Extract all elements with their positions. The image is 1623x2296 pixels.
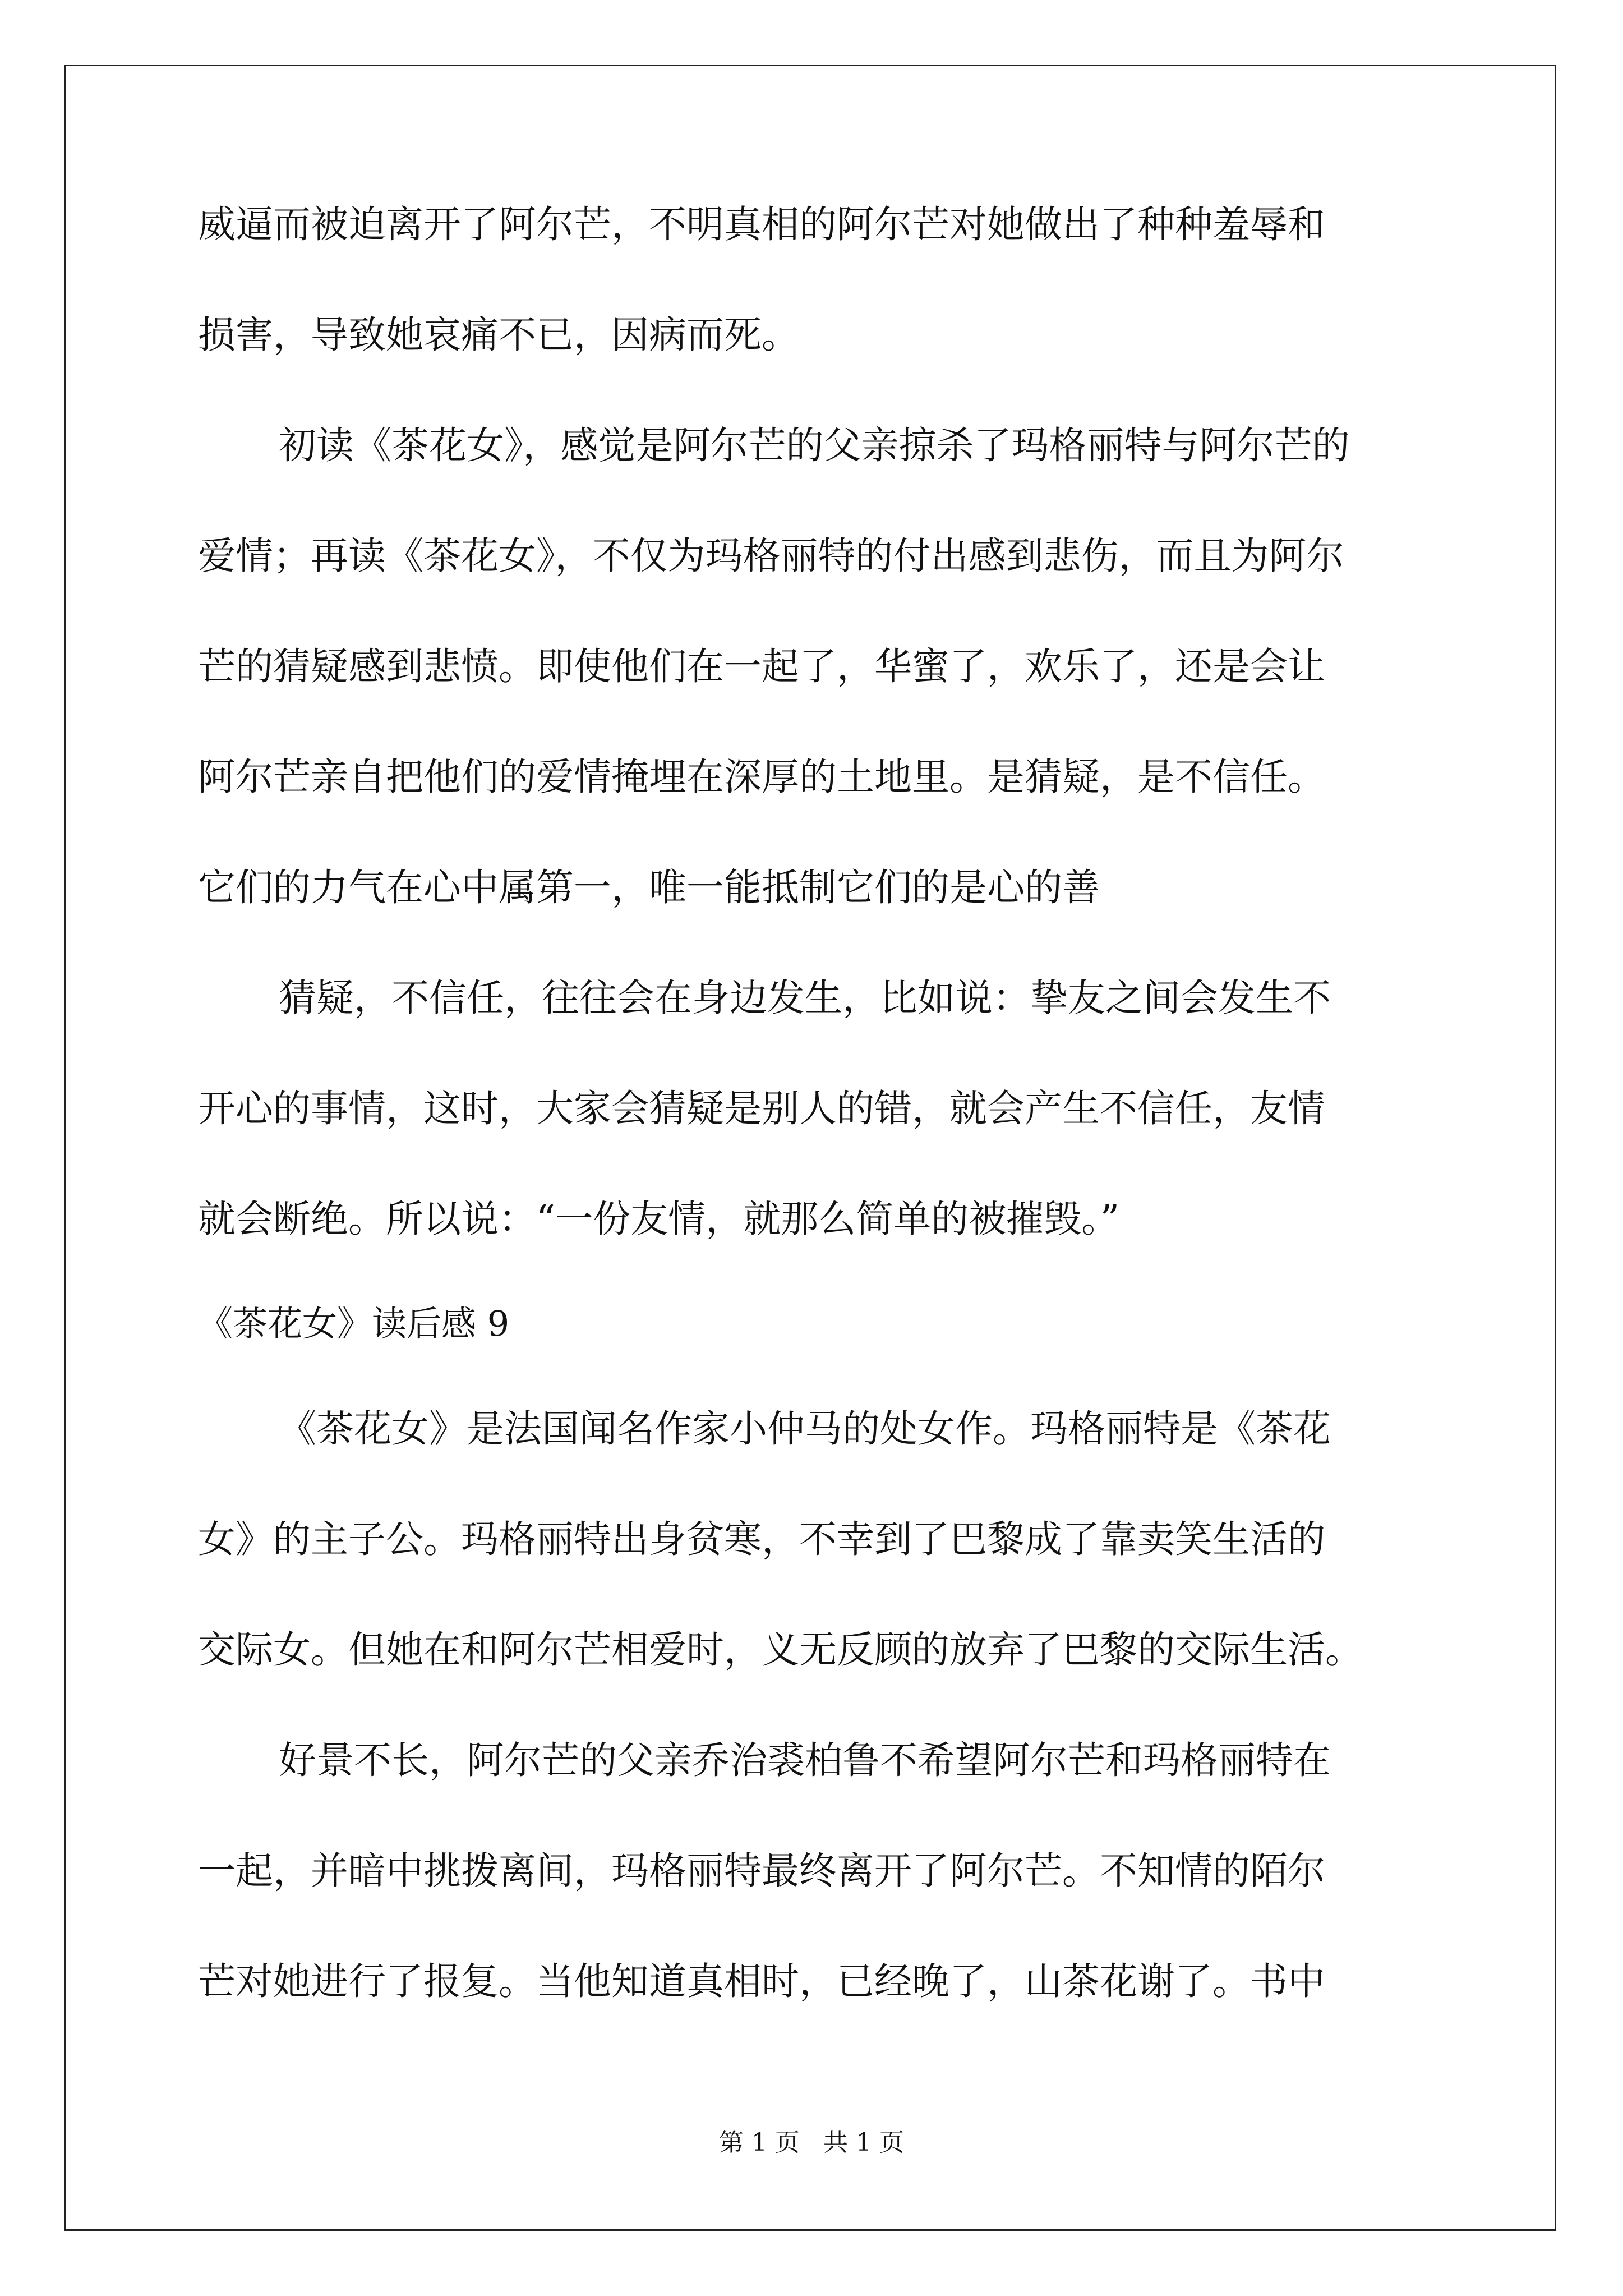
- paragraph-line: 开心的事情，这时，大家会猜疑是别人的错，就会产生不信任，友情: [198, 1087, 1325, 1130]
- paragraph-line: 损害，导致她哀痛不已，因病而死。: [198, 313, 799, 357]
- paragraph-line: 爱情；再读《茶花女》，不仅为玛格丽特的付出感到悲伤，而且为阿尔: [198, 534, 1344, 578]
- paragraph-line: 芒对她进行了报复。当他知道真相时，已经晚了，山茶花谢了。书中: [198, 1959, 1325, 2003]
- paragraph-line: 交际女。但她在和阿尔芒相爱时，义无反顾的放弃了巴黎的交际生活。: [198, 1628, 1363, 1672]
- paragraph-line: 威逼而被迫离开了阿尔芒，不明真相的阿尔芒对她做出了种种羞辱和: [198, 203, 1325, 246]
- paragraph-line: 一起，并暗中挑拨离间，玛格丽特最终离开了阿尔芒。不知情的陌尔: [198, 1849, 1325, 1893]
- page-footer: 第 1 页 共 1 页: [719, 2128, 904, 2157]
- page-border: [64, 65, 1556, 2231]
- paragraph-line: 芒的猜疑感到悲愤。即使他们在一起了，华蜜了，欢乐了，还是会让: [198, 645, 1325, 688]
- paragraph-line: 它们的力气在心中属第一，唯一能抵制它们的是心的善: [198, 866, 1100, 909]
- paragraph-line: 女》的主子公。玛格丽特出身贫寒，不幸到了巴黎成了靠卖笑生活的: [198, 1517, 1325, 1561]
- paragraph-line: 阿尔芒亲自把他们的爱情掩埋在深厚的土地里。是猜疑，是不信任。: [198, 755, 1325, 799]
- paragraph-line: 好景不长，阿尔芒的父亲乔治裘柏鲁不希望阿尔芒和玛格丽特在: [279, 1738, 1331, 1782]
- paragraph-line: 猜疑，不信任，往往会在身边发生，比如说：挚友之间会发生不: [279, 976, 1331, 1020]
- section-heading: 《茶花女》读后感 9: [198, 1303, 510, 1344]
- paragraph-line: 就会断绝。所以说：“一份友情，就那么简单的被摧毁。”: [198, 1197, 1120, 1241]
- paragraph-line: 《茶花女》是法国闻名作家小仲马的处女作。玛格丽特是《茶花: [279, 1407, 1331, 1451]
- paragraph-line: 初读《茶花女》，感觉是阿尔芒的父亲掠杀了玛格丽特与阿尔芒的: [279, 424, 1350, 467]
